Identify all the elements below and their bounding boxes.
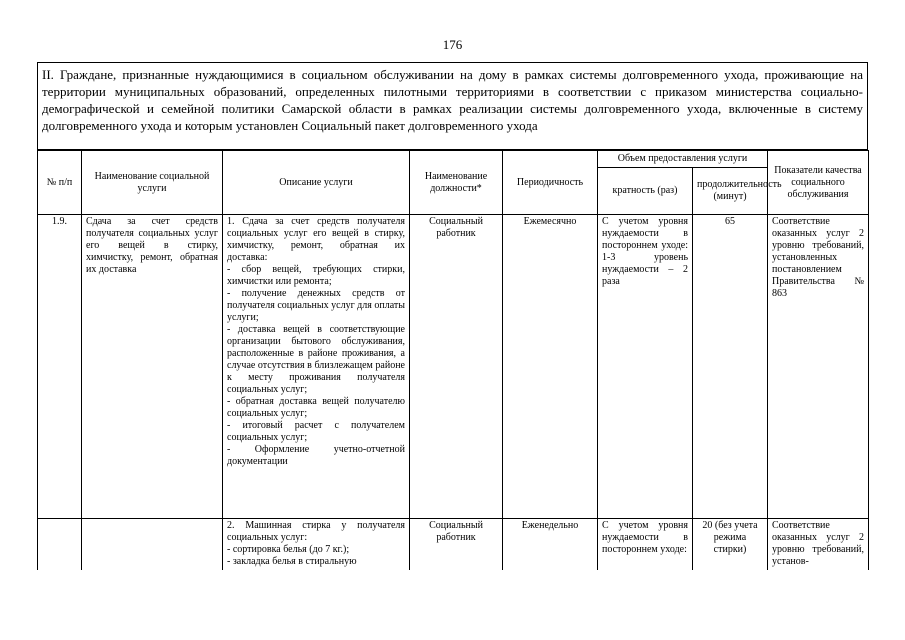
row-service-name: Сдача за счет средств получателя социальных услуг его вещей в стирку, химчистку, ремонт, обратная их доставка: [82, 215, 223, 519]
row-frequency: С учетом уровня нуждаемости в постороннем уходе: 1-3 уровень нуждаемости – 2 раза: [598, 215, 693, 519]
col-header-position: Наименование должности*: [410, 151, 503, 215]
col-header-volume-group: Объем предоставления услуги: [598, 151, 768, 168]
col-header-num: № п/п: [38, 151, 82, 215]
col-header-quality: Показатели качества социального обслуживания: [768, 151, 869, 215]
col-header-duration: продолжительность (минут): [693, 168, 768, 215]
section-header: II. Граждане, признанные нуждающимися в социальном обслуживании на дому в рамках системы долговременного ухода, проживающие на территории муниципальных образований, определенных пилотными территориями в соответствии с приказом министерства социально-демографической и семейной политики Самарской области в рамках реализации системы долговременного ухода, включенные в систему долговременного ухода и которым установлен Социальный пакет долговременного ухода: [37, 62, 868, 150]
col-header-description: Описание услуги: [223, 151, 410, 215]
page-number: 176: [442, 37, 463, 52]
row-position: Социальный работник: [410, 519, 503, 571]
row-quality: Соответствие оказанных услуг 2 уровню требований, установленных постановлением Правительства № 863: [768, 215, 869, 519]
row-frequency: С учетом уровня нуждаемости в постороннем уходе:: [598, 519, 693, 571]
table-row: [38, 215, 869, 519]
row-num: [38, 519, 82, 571]
col-header-frequency: кратность (раз): [598, 168, 693, 215]
row-duration: 65: [693, 215, 768, 519]
services-table: [37, 150, 869, 570]
row-periodicity: Еженедельно: [503, 519, 598, 571]
row-position: Социальный работник: [410, 215, 503, 519]
col-header-service-name: Наименование социальной услуги: [82, 151, 223, 215]
row-duration: 20 (без учета режима стирки): [693, 519, 768, 571]
row-num: 1.9.: [38, 215, 82, 519]
row-description: 1. Сдача за счет средств получателя социальных услуг его вещей в стирку, химчистку, ремонт, обратная их доставка: - сбор вещей, требующих стирки, химчистки или ремонта; - получение денежных средств от получателя социальных услуг для оплаты услуги; - доставка вещей в соответствующие организации бытового обслуживания, расположенные в районе проживания, а случае отсутствия в близлежащем районе к месту проживания получателя социальных услуг; - обратная доставка вещей получателю социальных услуг; - итоговый расчет с получателем социальных услуг; - Оформление учетно-отчетной документации: [223, 215, 410, 519]
row-quality: Соответствие оказанных услуг 2 уровню требований, установ-: [768, 519, 869, 571]
row-service-name: [82, 519, 223, 571]
col-header-periodicity: Периодичность: [503, 151, 598, 215]
row-periodicity: Ежемесячно: [503, 215, 598, 519]
header-row: [38, 151, 869, 168]
row-description: 2. Машинная стирка у получателя социальных услуг: - сортировка белья (до 7 кг.); - закладка белья в стиральную: [223, 519, 410, 571]
table-row: [38, 519, 869, 571]
